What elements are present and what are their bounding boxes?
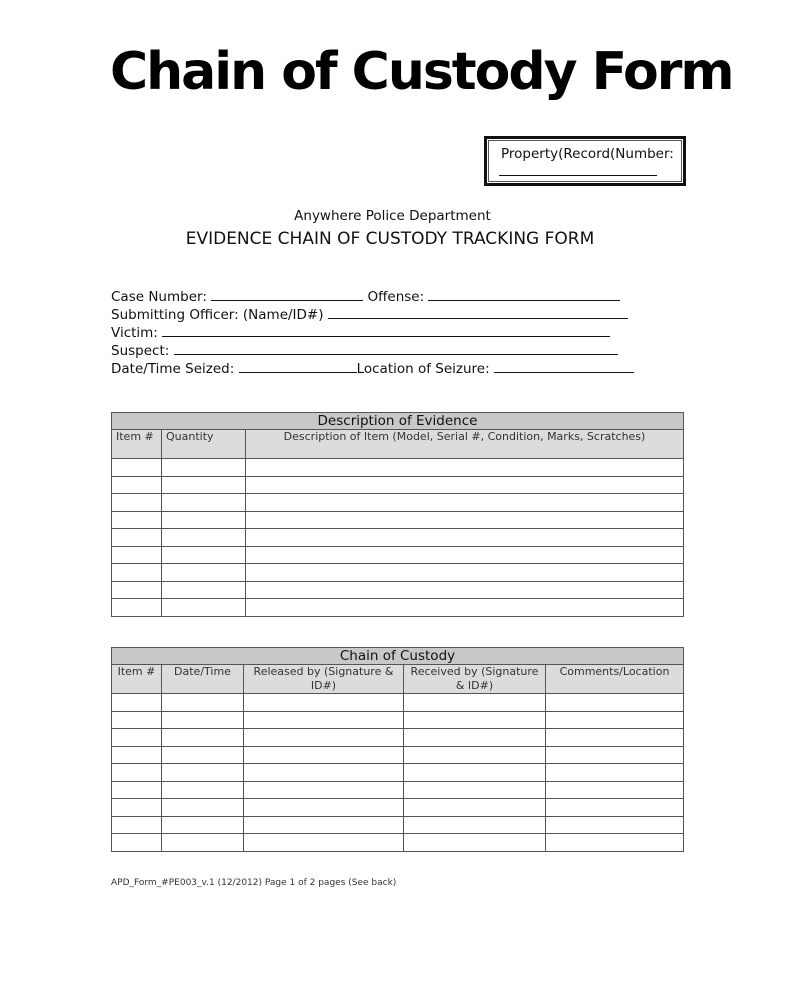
table-cell[interactable] [244, 799, 404, 817]
table-cell[interactable] [246, 599, 684, 617]
table-cell[interactable] [246, 564, 684, 582]
victim-label: Victim: [111, 325, 158, 341]
table-row [112, 729, 684, 747]
table-cell[interactable] [404, 816, 546, 834]
table-cell[interactable] [546, 764, 684, 782]
table-cell[interactable] [546, 781, 684, 799]
table-cell[interactable] [246, 529, 684, 547]
custody-table [111, 647, 684, 852]
table-cell[interactable] [546, 711, 684, 729]
table-cell[interactable] [162, 494, 246, 512]
table-cell[interactable] [246, 546, 684, 564]
table-cell[interactable] [404, 711, 546, 729]
table-cell[interactable] [244, 711, 404, 729]
officer-row [111, 306, 628, 323]
header-released-by: Released by (Signature & ID#) [244, 665, 404, 694]
table-cell[interactable] [112, 494, 162, 512]
header-item: Item # [112, 665, 162, 694]
table-row [112, 529, 684, 547]
table-cell[interactable] [162, 581, 246, 599]
table-cell[interactable] [112, 816, 162, 834]
offense-field[interactable] [428, 288, 620, 301]
offense-label: Offense: [367, 289, 425, 305]
table-cell[interactable] [162, 564, 246, 582]
table-row [112, 764, 684, 782]
header-received-by: Received by (Signature & ID#) [404, 665, 546, 694]
table-row [112, 476, 684, 494]
table-cell[interactable] [404, 746, 546, 764]
table-cell[interactable] [244, 764, 404, 782]
submitting-officer-label: Submitting Officer: (Name/ID#) [111, 307, 324, 323]
header-date-time: Date/Time [162, 665, 244, 694]
table-row [112, 511, 684, 529]
header-item: Item # [112, 430, 162, 459]
table-cell[interactable] [244, 729, 404, 747]
table-cell[interactable] [546, 694, 684, 712]
footer: APD_Form_#PE003_v.1 (12/2012) Page 1 of 2 pages (See back) [111, 878, 397, 888]
property-record-box [484, 136, 686, 186]
table-cell[interactable] [246, 511, 684, 529]
table-cell[interactable] [162, 729, 244, 747]
table-row [112, 581, 684, 599]
case-offense-row [111, 288, 620, 305]
custody-caption: Chain of Custody [112, 648, 684, 665]
table-cell[interactable] [112, 781, 162, 799]
table-cell[interactable] [162, 816, 244, 834]
table-cell[interactable] [162, 529, 246, 547]
table-cell[interactable] [246, 581, 684, 599]
table-cell[interactable] [162, 781, 244, 799]
header-description: Description of Item (Model, Serial #, Condition, Marks, Scratches) [246, 430, 684, 459]
form-heading: Chain of Custody Form [110, 42, 733, 102]
table-cell[interactable] [404, 764, 546, 782]
evidence-caption: Description of Evidence [112, 413, 684, 430]
table-cell[interactable] [546, 746, 684, 764]
table-cell[interactable] [244, 816, 404, 834]
table-cell[interactable] [404, 834, 546, 852]
table-row [112, 564, 684, 582]
table-cell[interactable] [546, 729, 684, 747]
table-cell[interactable] [162, 546, 246, 564]
table-row [112, 711, 684, 729]
table-cell[interactable] [112, 694, 162, 712]
header-comments-location: Comments/Location [546, 665, 684, 694]
department: Anywhere Police Department [294, 208, 491, 224]
table-cell[interactable] [162, 476, 246, 494]
table-cell[interactable] [112, 799, 162, 817]
table-cell[interactable] [112, 459, 162, 477]
date-time-seized-label: Date/Time Seized: [111, 361, 235, 377]
table-cell[interactable] [162, 799, 244, 817]
property-record-line[interactable] [499, 175, 657, 176]
table-cell[interactable] [244, 834, 404, 852]
table-cell[interactable] [162, 511, 246, 529]
evidence-table [111, 412, 684, 617]
table-cell[interactable] [162, 599, 246, 617]
table-cell[interactable] [546, 834, 684, 852]
table-row [112, 799, 684, 817]
table-cell[interactable] [112, 834, 162, 852]
table-cell[interactable] [246, 494, 684, 512]
victim-row [111, 324, 610, 341]
table-cell[interactable] [162, 459, 246, 477]
table-row [112, 694, 684, 712]
table-cell[interactable] [112, 511, 162, 529]
property-record-label: Property(Record(Number: [501, 146, 674, 162]
table-cell[interactable] [162, 694, 244, 712]
table-cell[interactable] [404, 799, 546, 817]
table-cell[interactable] [244, 694, 404, 712]
table-cell[interactable] [162, 746, 244, 764]
table-row [112, 494, 684, 512]
header-quantity: Quantity [162, 430, 246, 459]
table-row [112, 781, 684, 799]
table-row [112, 746, 684, 764]
date-time-seized-field[interactable] [239, 360, 357, 373]
submitting-officer-field[interactable] [328, 306, 628, 319]
seizure-row [111, 360, 634, 377]
case-number-field[interactable] [211, 288, 363, 301]
suspect-field[interactable] [174, 342, 618, 355]
suspect-label: Suspect: [111, 343, 170, 359]
table-row [112, 816, 684, 834]
table-cell[interactable] [546, 816, 684, 834]
victim-field[interactable] [162, 324, 610, 337]
case-number-label: Case Number: [111, 289, 207, 305]
suspect-row [111, 342, 618, 359]
table-cell[interactable] [244, 781, 404, 799]
table-cell[interactable] [112, 546, 162, 564]
table-cell[interactable] [404, 694, 546, 712]
table-cell[interactable] [246, 476, 684, 494]
location-of-seizure-field[interactable] [494, 360, 634, 373]
table-cell[interactable] [112, 711, 162, 729]
table-cell[interactable] [112, 729, 162, 747]
form-title: EVIDENCE CHAIN OF CUSTODY TRACKING FORM [185, 229, 595, 249]
table-cell[interactable] [162, 834, 244, 852]
table-cell[interactable] [112, 564, 162, 582]
table-cell[interactable] [112, 599, 162, 617]
table-cell[interactable] [404, 729, 546, 747]
table-cell[interactable] [112, 476, 162, 494]
table-row [112, 546, 684, 564]
table-cell[interactable] [162, 764, 244, 782]
table-row [112, 599, 684, 617]
table-cell[interactable] [112, 746, 162, 764]
table-cell[interactable] [112, 529, 162, 547]
table-cell[interactable] [404, 781, 546, 799]
table-row [112, 459, 684, 477]
table-cell[interactable] [112, 581, 162, 599]
table-cell[interactable] [244, 746, 404, 764]
table-row [112, 834, 684, 852]
table-cell[interactable] [546, 799, 684, 817]
table-cell[interactable] [246, 459, 684, 477]
table-cell[interactable] [112, 764, 162, 782]
location-of-seizure-label: Location of Seizure: [356, 361, 490, 377]
table-cell[interactable] [162, 711, 244, 729]
